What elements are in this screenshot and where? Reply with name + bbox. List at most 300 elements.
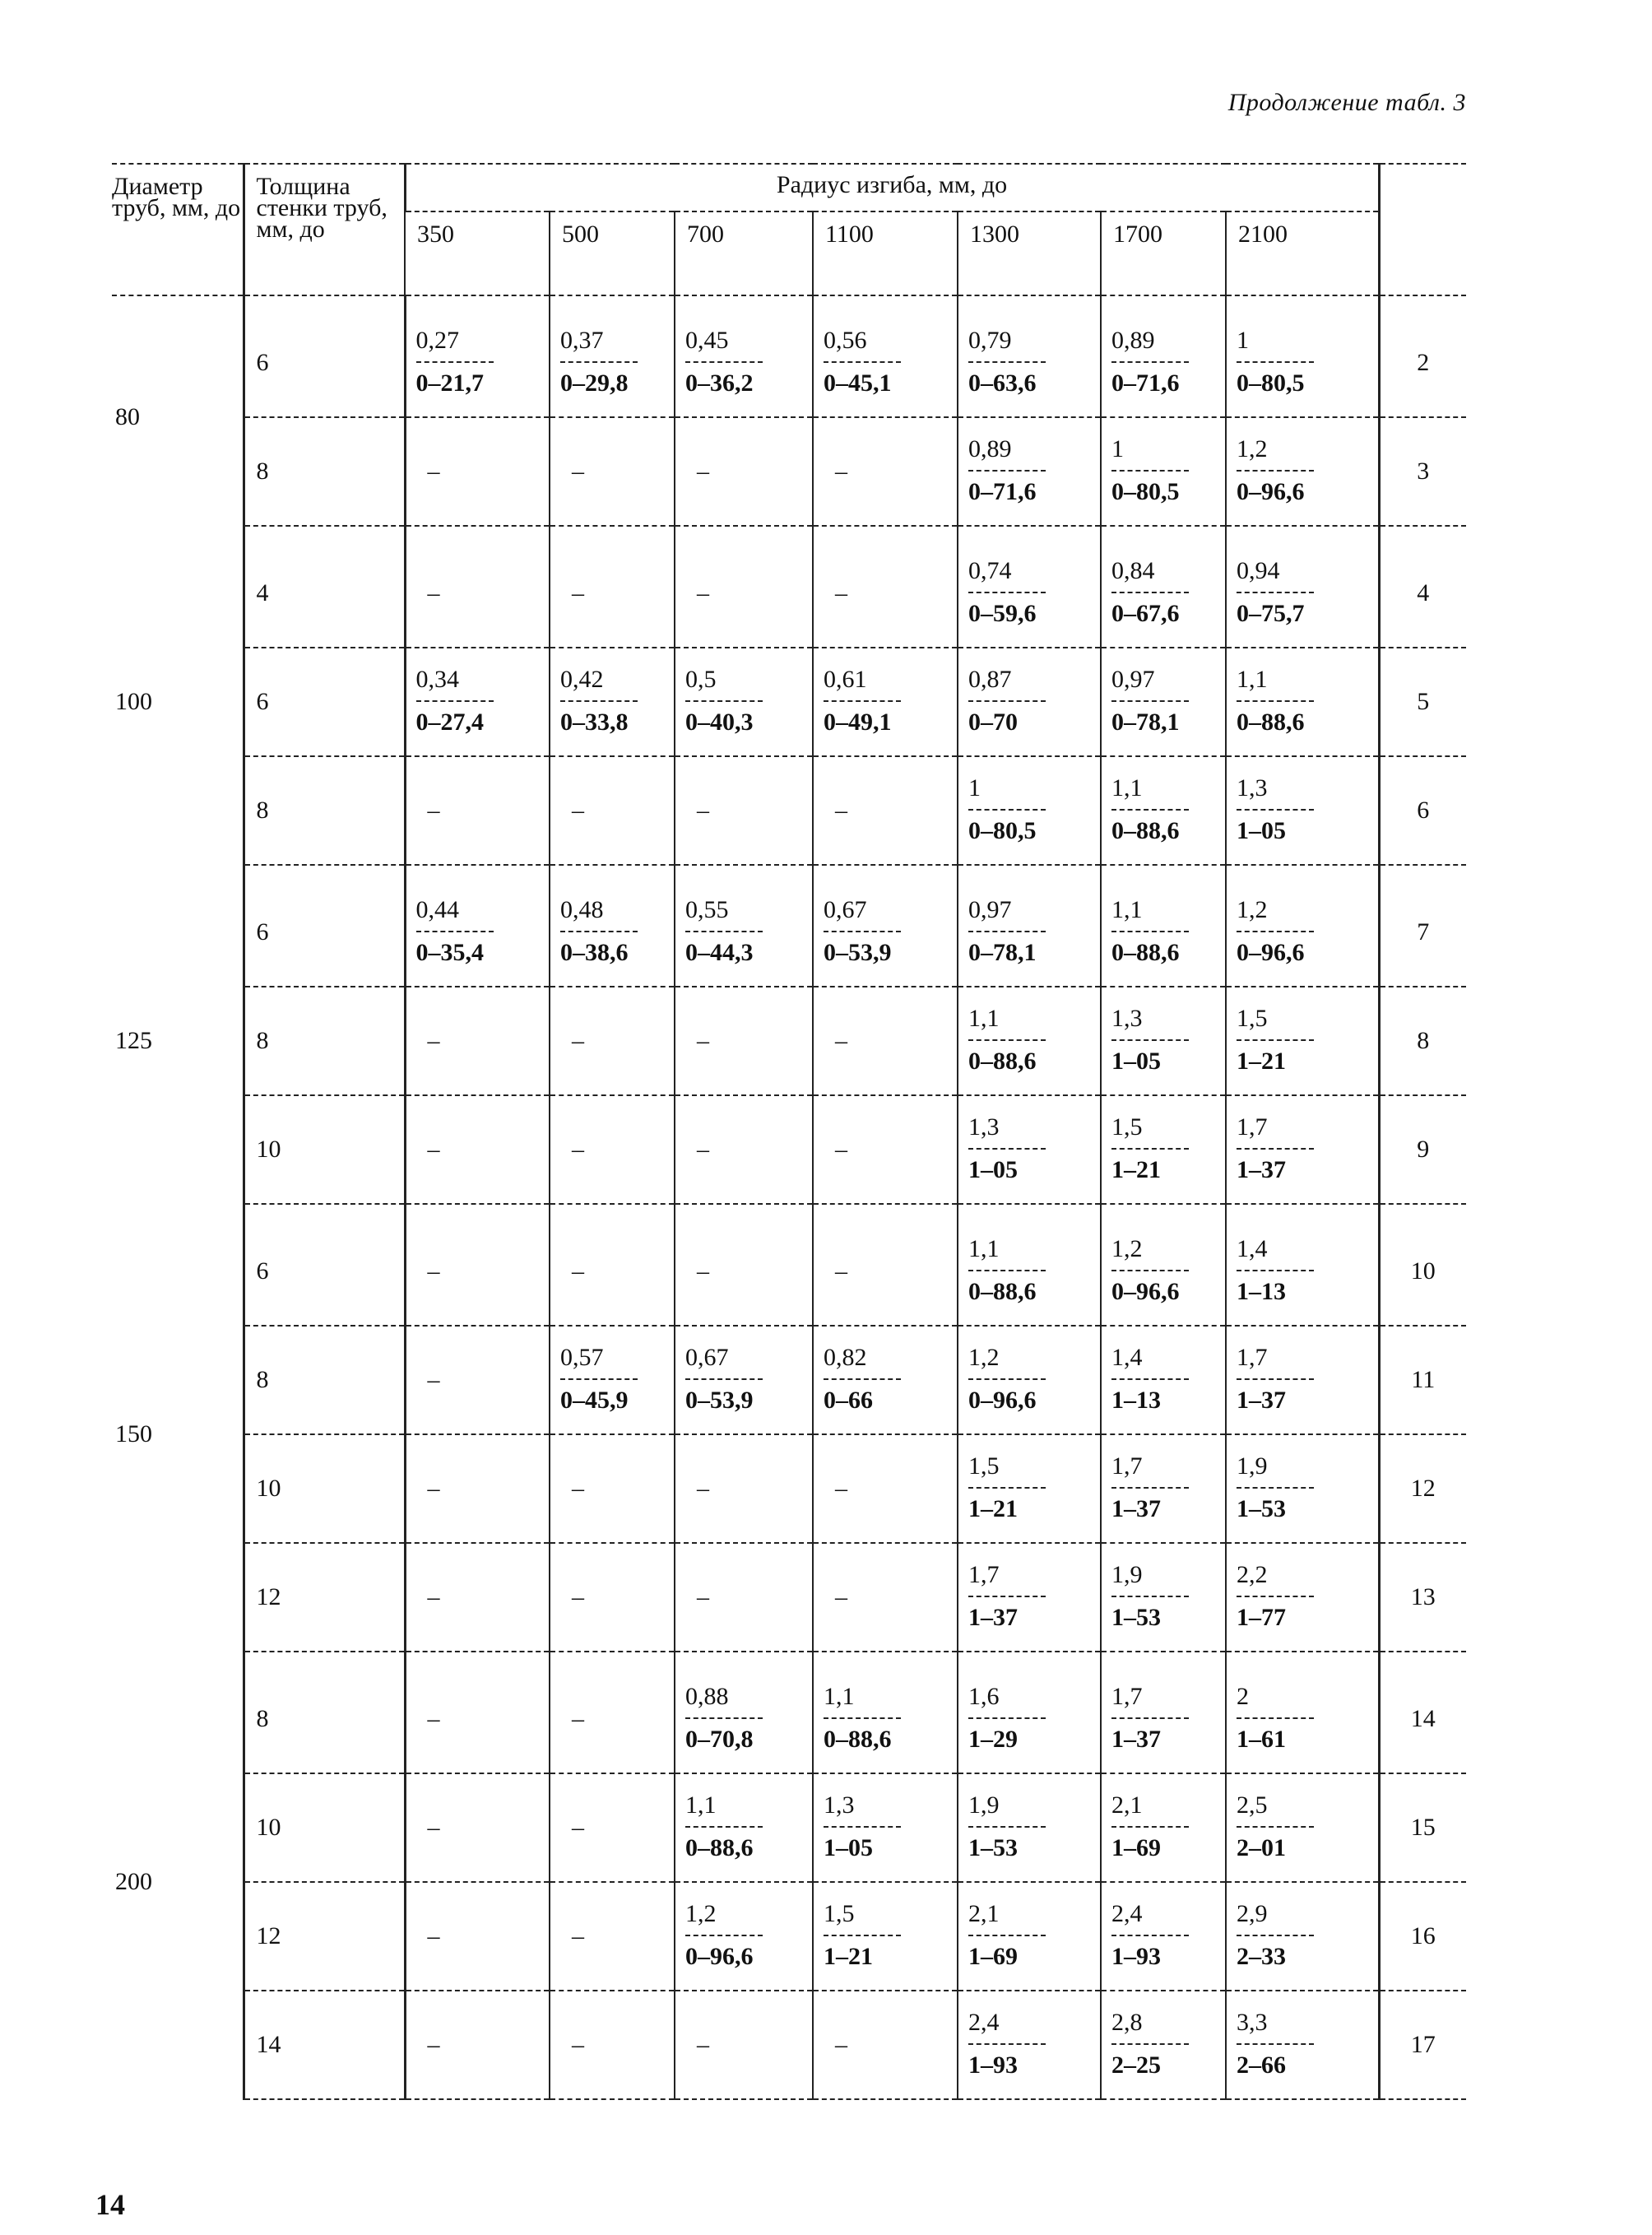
fraction-denominator: 0–33,8	[560, 709, 629, 736]
fraction-numerator: 1,9	[1111, 1561, 1143, 1588]
fraction-denominator: 0–88,6	[1111, 938, 1180, 966]
fraction	[1237, 1684, 1314, 1752]
wall-thickness-cell: 6	[244, 309, 405, 417]
dash: –	[427, 1704, 440, 1732]
fraction	[1111, 1234, 1189, 1305]
fraction-denominator: 1–37	[1237, 1387, 1286, 1414]
table-row	[112, 417, 1466, 526]
value-cell	[1101, 1543, 1226, 1652]
empty-value-cell	[405, 1773, 550, 1882]
fraction	[824, 328, 901, 396]
fraction-denominator: 0–45,9	[560, 1387, 629, 1414]
fraction-numerator: 0,94	[1237, 556, 1280, 584]
fraction-numerator: 1,3	[824, 1791, 855, 1819]
row-number-cell: 6	[1379, 756, 1466, 865]
empty-value-cell	[813, 1434, 958, 1543]
diameter-cell: 125	[115, 1027, 152, 1054]
fraction-denominator: 1–37	[1111, 1725, 1161, 1753]
table-row	[112, 1773, 1466, 1882]
fraction-numerator: 0,42	[560, 666, 604, 693]
empty-value-cell	[405, 417, 550, 526]
row-number-cell: 15	[1379, 1773, 1466, 1882]
dash: –	[427, 1136, 440, 1163]
dash: –	[427, 1922, 440, 1949]
fraction-denominator: 0–44,3	[685, 938, 754, 966]
fraction	[1237, 1793, 1314, 1861]
value-cell	[958, 1217, 1101, 1326]
value-cell	[958, 756, 1101, 865]
fraction	[1237, 1006, 1314, 1074]
empty-value-cell	[405, 1095, 550, 1204]
fraction	[685, 1684, 763, 1752]
dash: –	[835, 1257, 847, 1285]
value-cell	[405, 309, 550, 417]
fraction	[685, 1793, 763, 1861]
table-row	[112, 1665, 1466, 1773]
fraction-denominator: 0–35,4	[415, 938, 484, 966]
dash: –	[697, 1136, 709, 1163]
row-number-cell: 3	[1379, 417, 1466, 526]
fraction	[968, 437, 1046, 504]
fraction-denominator: 0–70	[968, 709, 1018, 736]
table-row	[112, 1434, 1466, 1543]
value-cell	[958, 1991, 1101, 2099]
dash: –	[427, 1475, 440, 1502]
wall-thickness-cell: 8	[244, 417, 405, 526]
value-cell	[813, 309, 958, 417]
fraction	[1111, 776, 1189, 843]
fraction-numerator: 1,2	[1237, 435, 1268, 462]
fraction-numerator: 1,2	[1237, 895, 1268, 923]
value-cell	[958, 539, 1101, 648]
dash: –	[427, 2031, 440, 2058]
fraction-denominator: 0–29,8	[560, 369, 629, 397]
fraction-numerator: 1,9	[1237, 1452, 1268, 1480]
wall-thickness-cell: 14	[244, 1991, 405, 2099]
fraction-numerator: 0,89	[1111, 326, 1155, 354]
empty-value-cell	[550, 1773, 675, 1882]
diameter-cell: 150	[115, 1420, 152, 1447]
value-cell	[958, 1773, 1101, 1882]
row-number-cell: 4	[1379, 539, 1466, 648]
empty-value-cell	[813, 1095, 958, 1204]
empty-value-cell	[405, 1882, 550, 1991]
table-row	[112, 309, 1466, 417]
fraction-numerator: 1	[968, 774, 981, 802]
value-cell	[813, 648, 958, 756]
fraction-numerator: 0,56	[824, 326, 867, 354]
fraction-denominator: 0–96,6	[1237, 938, 1305, 966]
value-cell	[1101, 1434, 1226, 1543]
dash: –	[697, 1583, 709, 1610]
fraction-numerator: 1,5	[1237, 1005, 1268, 1032]
value-cell	[813, 1326, 958, 1434]
empty-value-cell	[550, 539, 675, 648]
fraction-denominator: 2–66	[1237, 2051, 1286, 2079]
fraction-denominator: 0–88,6	[1237, 709, 1305, 736]
value-cell	[1101, 1882, 1226, 1991]
fraction-denominator: 1–93	[1111, 1943, 1161, 1970]
empty-value-cell	[550, 756, 675, 865]
fraction	[415, 895, 494, 966]
value-cell	[958, 309, 1101, 417]
value-cell	[958, 417, 1101, 526]
fraction	[685, 328, 763, 396]
fraction-denominator: 1–13	[1111, 1387, 1161, 1414]
fraction	[1111, 2010, 1189, 2078]
table-row	[112, 756, 1466, 865]
fraction-denominator: 0–96,6	[685, 1943, 754, 1970]
empty-value-cell	[405, 1434, 550, 1543]
fraction-denominator: 1–21	[1237, 1048, 1286, 1075]
fraction-denominator: 1–21	[968, 1495, 1018, 1522]
value-cell	[1226, 1991, 1379, 2099]
fraction-denominator: 1–53	[1237, 1495, 1286, 1522]
dash: –	[572, 1475, 584, 1502]
fraction-numerator: 0,79	[968, 326, 1012, 354]
fraction-numerator: 1,2	[1111, 1234, 1143, 1262]
header-wall-thickness: Толщина стенки труб, мм, до	[244, 164, 405, 295]
value-cell	[1226, 648, 1379, 756]
wall-thickness-cell: 10	[244, 1773, 405, 1882]
value-cell	[1226, 1773, 1379, 1882]
value-cell	[550, 309, 675, 417]
fraction-denominator: 0–88,6	[968, 1048, 1037, 1075]
fraction-denominator: 1–61	[1237, 1725, 1286, 1753]
fraction-denominator: 1–93	[968, 2051, 1018, 2079]
table-row	[112, 1991, 1466, 2099]
wall-thickness-cell: 10	[244, 1434, 405, 1543]
fraction	[1111, 1563, 1189, 1630]
empty-value-cell	[405, 1217, 550, 1326]
value-cell	[958, 1326, 1101, 1434]
table-row	[112, 648, 1466, 756]
fraction	[968, 1006, 1046, 1074]
value-cell	[405, 878, 550, 987]
fraction-denominator: 0–53,9	[685, 1387, 754, 1414]
empty-value-cell	[405, 1665, 550, 1773]
fraction	[1237, 1563, 1314, 1630]
dash: –	[697, 1027, 709, 1054]
value-cell	[1101, 309, 1226, 417]
empty-value-cell	[675, 1434, 813, 1543]
fraction-denominator: 0–66	[824, 1387, 873, 1414]
fraction	[685, 667, 763, 735]
wall-thickness-cell: 8	[244, 1326, 405, 1434]
dash: –	[835, 1583, 847, 1610]
empty-value-cell	[405, 1543, 550, 1652]
value-cell	[958, 987, 1101, 1095]
value-cell	[1101, 648, 1226, 756]
fraction-numerator: 2,1	[968, 1900, 1000, 1927]
fraction-numerator: 1,7	[968, 1561, 1000, 1588]
fraction	[1111, 1345, 1189, 1413]
fraction-denominator: 1–13	[1237, 1277, 1286, 1305]
fraction	[1237, 1454, 1314, 1522]
wall-thickness-cell: 6	[244, 648, 405, 756]
fraction-numerator: 1,3	[968, 1113, 1000, 1141]
fraction-numerator: 0,27	[415, 326, 459, 354]
fraction	[1111, 1115, 1189, 1183]
value-cell	[1101, 1326, 1226, 1434]
fraction-numerator: 1,5	[824, 1900, 855, 1927]
fraction	[968, 1563, 1046, 1630]
row-number-cell: 10	[1379, 1217, 1466, 1326]
fraction-numerator: 1,1	[968, 1234, 1000, 1262]
fraction-numerator: 0,44	[415, 895, 459, 923]
table-row	[112, 1326, 1466, 1434]
fraction-denominator: 1–05	[824, 1834, 873, 1861]
diameter-cell: 200	[115, 1868, 152, 1895]
fraction	[824, 1345, 901, 1413]
fraction-numerator: 1,1	[1111, 895, 1143, 923]
fraction-denominator: 0–67,6	[1111, 599, 1180, 627]
fraction-numerator: 1,2	[685, 1900, 717, 1927]
fraction-denominator: 1–37	[1111, 1495, 1161, 1522]
fraction	[968, 1902, 1046, 1969]
fraction	[1111, 1793, 1189, 1861]
dash: –	[572, 2031, 584, 2058]
value-cell	[1226, 878, 1379, 987]
fraction	[1237, 328, 1314, 396]
fraction	[1111, 1902, 1189, 1969]
dash: –	[427, 1257, 440, 1285]
fraction	[1111, 895, 1189, 966]
empty-value-cell	[405, 539, 550, 648]
dash: –	[572, 1814, 584, 1841]
dash: –	[572, 1583, 584, 1610]
wall-thickness-cell: 8	[244, 1665, 405, 1773]
table-row	[112, 987, 1466, 1095]
fraction	[1237, 1345, 1314, 1413]
header-diameter: Диаметр труб, мм, до	[112, 164, 244, 295]
fraction	[560, 1345, 638, 1413]
row-number-cell: 17	[1379, 1991, 1466, 2099]
fraction-numerator: 0,97	[968, 895, 1012, 923]
fraction	[560, 895, 638, 966]
fraction-numerator: 1,4	[1111, 1344, 1143, 1371]
empty-value-cell	[675, 539, 813, 648]
empty-value-cell	[550, 1991, 675, 2099]
dash: –	[835, 578, 847, 606]
fraction-denominator: 1–37	[968, 1604, 1018, 1631]
value-cell	[813, 1882, 958, 1991]
wall-thickness-cell: 12	[244, 1882, 405, 1991]
value-cell	[1101, 756, 1226, 865]
table-row	[112, 539, 1466, 648]
fraction	[968, 2010, 1046, 2078]
fraction-denominator: 1–21	[824, 1943, 873, 1970]
fraction-denominator: 1–21	[1111, 1156, 1161, 1183]
value-cell	[1226, 1095, 1379, 1204]
fraction-denominator: 1–53	[1111, 1604, 1161, 1631]
fraction-numerator: 0,97	[1111, 666, 1155, 693]
fraction-numerator: 1,3	[1237, 774, 1268, 802]
value-cell	[1226, 1665, 1379, 1773]
table-row	[112, 1882, 1466, 1991]
empty-value-cell	[675, 1217, 813, 1326]
header-radius-500: 500	[550, 211, 675, 295]
value-cell	[1226, 1326, 1379, 1434]
fraction-numerator: 2,4	[968, 2009, 1000, 2036]
dash: –	[427, 1583, 440, 1610]
fraction-numerator: 1	[1237, 326, 1249, 354]
row-number-cell: 11	[1379, 1326, 1466, 1434]
value-cell	[1226, 539, 1379, 648]
dash: –	[427, 578, 440, 606]
fraction-denominator: 2–33	[1237, 1943, 1286, 1970]
fraction	[1111, 1006, 1189, 1074]
fraction-denominator: 0–63,6	[968, 369, 1037, 397]
dash: –	[572, 797, 584, 824]
fraction-numerator: 1,4	[1237, 1234, 1268, 1262]
dash: –	[572, 1257, 584, 1285]
value-cell	[675, 309, 813, 417]
fraction-numerator: 2,5	[1237, 1791, 1268, 1819]
fraction	[1237, 437, 1314, 504]
fraction-numerator: 0,84	[1111, 556, 1155, 584]
dash: –	[835, 1136, 847, 1163]
dash: –	[572, 1136, 584, 1163]
fraction-denominator: 0–21,7	[415, 369, 484, 397]
fraction	[685, 895, 763, 966]
value-cell	[1226, 417, 1379, 526]
diameter-cell: 80	[115, 403, 140, 430]
fraction-numerator: 2,4	[1111, 1900, 1143, 1927]
fraction-numerator: 2,1	[1111, 1791, 1143, 1819]
fraction	[968, 1345, 1046, 1413]
fraction-denominator: 0–27,4	[415, 709, 484, 736]
fraction-numerator: 3,3	[1237, 2009, 1268, 2036]
fraction	[968, 328, 1046, 396]
fraction	[1237, 1115, 1314, 1183]
fraction-numerator: 0,87	[968, 666, 1012, 693]
fraction-denominator: 0–88,6	[968, 1277, 1037, 1305]
empty-value-cell	[813, 1543, 958, 1652]
fraction-denominator: 1–05	[1237, 817, 1286, 844]
table-continuation-caption: Продолжение табл. 3	[1227, 89, 1466, 116]
empty-value-cell	[675, 417, 813, 526]
header-radius-1100: 1100	[813, 211, 958, 295]
fraction	[1237, 1234, 1314, 1305]
fraction-numerator: 0,61	[824, 666, 867, 693]
fraction-numerator: 1,7	[1111, 1452, 1143, 1480]
value-cell	[550, 648, 675, 756]
fraction-numerator: 1,1	[968, 1005, 1000, 1032]
value-cell	[1226, 1882, 1379, 1991]
fraction-numerator: 0,67	[685, 1344, 729, 1371]
fraction-denominator: 1–29	[968, 1725, 1018, 1753]
row-number-cell: 14	[1379, 1665, 1466, 1773]
header-radius-2100: 2100	[1226, 211, 1379, 295]
value-cell	[958, 1543, 1101, 1652]
fraction-numerator: 0,45	[685, 326, 729, 354]
empty-value-cell	[405, 756, 550, 865]
fraction-denominator: 2–01	[1237, 1834, 1286, 1861]
value-cell	[1101, 1991, 1226, 2099]
fraction-denominator: 1–77	[1237, 1604, 1286, 1631]
empty-value-cell	[675, 1991, 813, 2099]
fraction-denominator: 0–80,5	[968, 817, 1037, 844]
fraction-numerator: 2,2	[1237, 1561, 1268, 1588]
empty-value-cell	[813, 417, 958, 526]
fraction	[968, 556, 1046, 627]
table-row	[112, 1217, 1466, 1326]
fraction-denominator: 1–05	[1111, 1048, 1161, 1075]
fraction-denominator: 0–36,2	[685, 369, 754, 397]
header-row-number	[1379, 164, 1466, 295]
value-cell	[958, 1882, 1101, 1991]
empty-value-cell	[813, 987, 958, 1095]
dash: –	[572, 1922, 584, 1949]
value-cell	[813, 1665, 958, 1773]
dash: –	[572, 458, 584, 485]
dash: –	[697, 578, 709, 606]
fraction	[1237, 776, 1314, 843]
fraction	[968, 776, 1046, 843]
wall-thickness-cell: 12	[244, 1543, 405, 1652]
bend-radius-table	[112, 163, 1466, 2100]
dash: –	[572, 1704, 584, 1732]
fraction-denominator: 0–71,6	[1111, 369, 1180, 397]
fraction-numerator: 0,57	[560, 1344, 604, 1371]
fraction-denominator: 1–05	[968, 1156, 1018, 1183]
fraction	[968, 1115, 1046, 1183]
fraction	[560, 667, 638, 735]
empty-value-cell	[550, 417, 675, 526]
fraction-numerator: 1,5	[968, 1452, 1000, 1480]
row-number-cell: 8	[1379, 987, 1466, 1095]
fraction-denominator: 0–88,6	[685, 1834, 754, 1861]
fraction-denominator: 0–88,6	[1111, 817, 1180, 844]
fraction-denominator: 0–80,5	[1111, 478, 1180, 505]
fraction	[416, 667, 494, 735]
table-row	[112, 878, 1466, 987]
fraction-numerator: 0,88	[685, 1682, 729, 1710]
empty-value-cell	[405, 1326, 550, 1434]
empty-value-cell	[405, 987, 550, 1095]
fraction-numerator: 1,1	[1237, 666, 1268, 693]
fraction-denominator: 0–70,8	[685, 1725, 754, 1753]
fraction-numerator: 1,2	[968, 1344, 1000, 1371]
row-number-cell: 5	[1379, 648, 1466, 756]
empty-value-cell	[550, 987, 675, 1095]
value-cell	[405, 648, 550, 756]
dash: –	[835, 797, 847, 824]
fraction-denominator: 0–59,6	[968, 599, 1037, 627]
dash: –	[697, 2031, 709, 2058]
fraction-denominator: 0–96,6	[968, 1387, 1037, 1414]
fraction	[1111, 667, 1189, 735]
fraction	[1237, 895, 1314, 966]
empty-value-cell	[550, 1095, 675, 1204]
header-radius-700: 700	[675, 211, 813, 295]
fraction-numerator: 1,9	[968, 1791, 1000, 1819]
diameter-cell: 100	[115, 688, 152, 715]
fraction	[968, 1234, 1046, 1305]
empty-value-cell	[550, 1543, 675, 1652]
row-number-cell: 2	[1379, 309, 1466, 417]
fraction-denominator: 2–25	[1111, 2051, 1161, 2079]
value-cell	[550, 1326, 675, 1434]
value-cell	[675, 1882, 813, 1991]
dash: –	[835, 1475, 847, 1502]
fraction-denominator: 0–38,6	[560, 938, 629, 966]
table-row	[112, 1095, 1466, 1204]
fraction	[685, 1902, 763, 1969]
fraction-denominator: 1–37	[1237, 1156, 1286, 1183]
fraction	[1111, 556, 1189, 627]
